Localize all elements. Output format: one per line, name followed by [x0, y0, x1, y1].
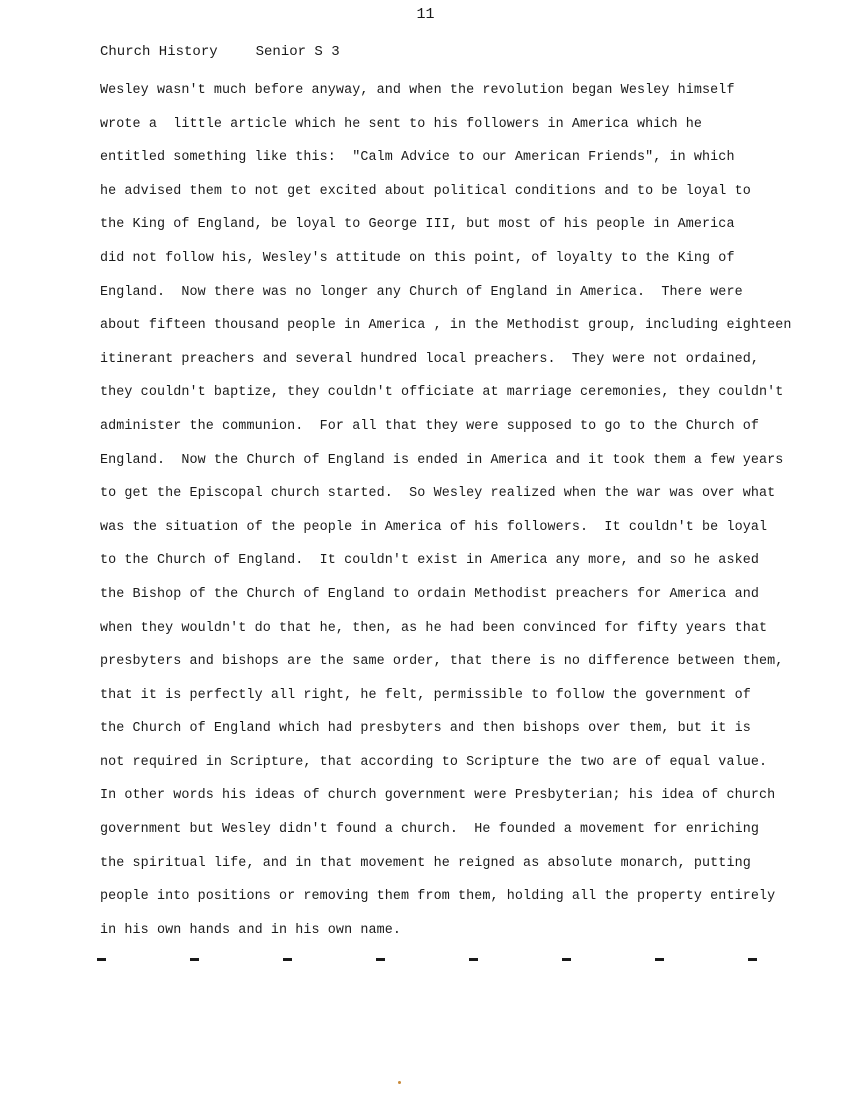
- text-line: in his own hands and in his own name.: [100, 922, 402, 938]
- page-header: [100, 44, 340, 60]
- text-line: did not follow his, Wesley's attitude on this point, of loyalty to the King of: [100, 250, 735, 266]
- text-line: presbyters and bishops are the same order, that there is no difference between them,: [100, 654, 784, 670]
- text-line: that it is perfectly all right, he felt, permissible to follow the government of: [100, 687, 751, 703]
- text-line: they couldn't baptize, they couldn't officiate at marriage ceremonies, they couldn't: [100, 385, 784, 401]
- course-level: Senior S 3: [255, 44, 340, 60]
- text-line: entitled something like this: "Calm Advice to our American Friends", in which: [100, 150, 735, 166]
- text-line: not required in Scripture, that according to Scripture the two are of equal value.: [100, 754, 768, 770]
- section-separator: [97, 958, 757, 964]
- text-line: England. Now there was no longer any Church of England in America. There were: [100, 284, 743, 300]
- body-text: [100, 74, 840, 947]
- text-line: he advised them to not get excited about political conditions and to be loyal to: [100, 183, 751, 199]
- text-line: Wesley wasn't much before anyway, and when the revolution began Wesley himself: [100, 83, 735, 98]
- text-line: the spiritual life, and in that movement he reigned as absolute monarch, putting: [100, 855, 751, 871]
- separator-dash: [748, 958, 757, 961]
- separator-dash: [562, 958, 571, 961]
- page-number: 11: [416, 6, 435, 23]
- text-line: was the situation of the people in America of his followers. It couldn't be loyal: [100, 519, 768, 535]
- separator-dash: [97, 958, 106, 961]
- text-line: the Church of England which had presbyters and then bishops over them, but it is: [100, 721, 751, 737]
- paper-speck: [398, 1081, 401, 1084]
- separator-dash: [283, 958, 292, 961]
- text-line: the Bishop of the Church of England to ordain Methodist preachers for America and: [100, 586, 759, 602]
- text-line: wrote a little article which he sent to his followers in America which he: [100, 116, 703, 132]
- text-line: to the Church of England. It couldn't exist in America any more, and so he asked: [100, 553, 759, 569]
- separator-dash: [190, 958, 199, 961]
- text-line: when they wouldn't do that he, then, as he had been convinced for fifty years that: [100, 620, 768, 636]
- text-line: itinerant preachers and several hundred local preachers. They were not ordained,: [100, 351, 759, 367]
- separator-dash: [376, 958, 385, 961]
- text-line: administer the communion. For all that they were supposed to go to the Church of: [100, 418, 759, 434]
- text-line: people into positions or removing them from them, holding all the property entirely: [100, 889, 776, 905]
- separator-dash: [469, 958, 478, 961]
- text-line: to get the Episcopal church started. So Wesley realized when the war was over what: [100, 486, 776, 502]
- text-line: the King of England, be loyal to George III, but most of his people in America: [100, 217, 735, 233]
- course-title: Church History: [100, 44, 218, 60]
- text-line: In other words his ideas of church government were Presbyterian; his idea of church: [100, 788, 776, 804]
- text-line: government but Wesley didn't found a church. He founded a movement for enriching: [100, 822, 759, 838]
- separator-dash: [655, 958, 664, 961]
- text-line: England. Now the Church of England is ended in America and it took them a few years: [100, 452, 784, 468]
- text-line: about fifteen thousand people in America , in the Methodist group, including eighteen: [100, 318, 792, 334]
